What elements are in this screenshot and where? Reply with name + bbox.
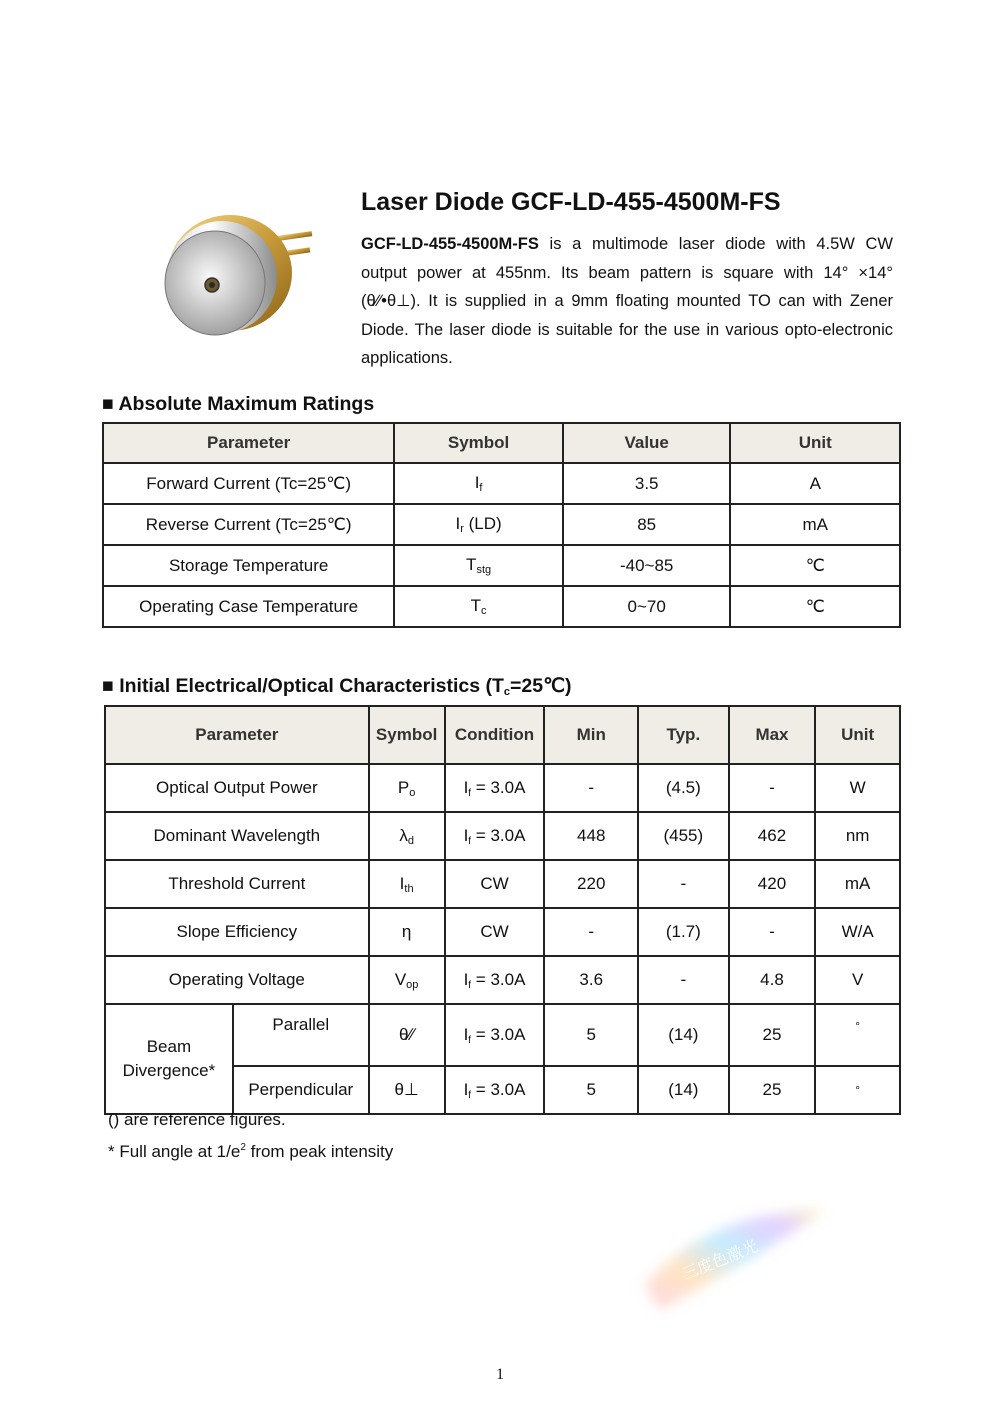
column-header: Condition — [445, 706, 545, 764]
table-row — [105, 956, 900, 1004]
full-angle-note: * Full angle at $1/e^2$ from peak intensity — [108, 1142, 394, 1161]
table-row — [103, 463, 900, 504]
table-header-row — [103, 423, 900, 463]
min-cell: 5 — [544, 1004, 638, 1066]
table-row — [105, 860, 900, 908]
min-cell: 3.6 — [544, 956, 638, 1004]
unit-cell: ° — [815, 1066, 900, 1114]
max-cell: - — [729, 908, 816, 956]
column-header: Min — [544, 706, 638, 764]
unit-cell: nm — [815, 812, 900, 860]
max-cell: - — [729, 764, 816, 812]
symbol-cell: $P_o$ — [369, 764, 445, 812]
max-cell: 25 — [729, 1004, 816, 1066]
table-row — [105, 1004, 900, 1066]
product-description — [361, 230, 893, 373]
symbol-cell: $I_{th}$ — [369, 860, 445, 908]
condition-cell: $I_f = 3.0A$ — [445, 956, 545, 1004]
unit-cell: ° — [815, 1004, 900, 1066]
symbol-cell: θ⊥ — [369, 1066, 445, 1114]
table-row — [105, 908, 900, 956]
condition-cell: $I_f = 3.0A$ — [445, 1004, 545, 1066]
table-row — [103, 504, 900, 545]
table-header-row — [105, 706, 900, 764]
symbol-cell: $T_c$ — [394, 586, 563, 627]
value-cell: 3.5 — [563, 463, 731, 504]
beam-divergence-label: Beam Divergence* — [105, 1004, 233, 1114]
section-heading-absolute-maximum-ratings: ■ Absolute Maximum Ratings — [102, 393, 375, 415]
document-title: Laser Diode GCF-LD-455-4500M-FS — [361, 188, 781, 216]
symbol-cell: $V_{op}$ — [369, 956, 445, 1004]
condition-cell: $I_f = 3.0A$ — [445, 812, 545, 860]
parameter-cell: Dominant Wavelength — [105, 812, 369, 860]
value-cell: 85 — [563, 504, 731, 545]
parameter-cell: Reverse Current (Tc=25℃) — [103, 504, 394, 545]
condition-cell: CW — [445, 908, 545, 956]
value-cell: -40~85 — [563, 545, 731, 586]
column-header: Max — [729, 706, 816, 764]
symbol-cell: $I_r$ (LD) — [394, 504, 563, 545]
min-cell: 448 — [544, 812, 638, 860]
symbol-cell: $T_{stg}$ — [394, 545, 563, 586]
column-header: Parameter — [103, 423, 394, 463]
typ-cell: (14) — [638, 1004, 729, 1066]
condition-cell: $I_f = 3.0A$ — [445, 1066, 545, 1114]
table-row — [105, 812, 900, 860]
column-header: Symbol — [394, 423, 563, 463]
parameter-cell: Operating Voltage — [105, 956, 369, 1004]
min-cell: 5 — [544, 1066, 638, 1114]
parameter-cell: Forward Current (Tc=25℃) — [103, 463, 394, 504]
typ-cell: (1.7) — [638, 908, 729, 956]
typ-cell: (4.5) — [638, 764, 729, 812]
max-cell: 4.8 — [729, 956, 816, 1004]
absolute-maximum-ratings-table — [102, 422, 901, 628]
parameter-cell: Slope Efficiency — [105, 908, 369, 956]
column-header: Symbol — [369, 706, 445, 764]
unit-cell: V — [815, 956, 900, 1004]
typ-cell: (455) — [638, 812, 729, 860]
symbol-cell: θ∕∕ — [369, 1004, 445, 1066]
symbol-cell: $\lambda_d$ — [369, 812, 445, 860]
max-cell: 25 — [729, 1066, 816, 1114]
column-header: Value — [563, 423, 731, 463]
unit-cell: A — [730, 463, 900, 504]
max-cell: 462 — [729, 812, 816, 860]
condition-cell: CW — [445, 860, 545, 908]
description-model: GCF-LD-455-4500M-FS — [361, 235, 539, 253]
unit-cell: W/A — [815, 908, 900, 956]
parameter-cell: Threshold Current — [105, 860, 369, 908]
page-number: 1 — [496, 1366, 504, 1383]
parameter-cell: Operating Case Temperature — [103, 586, 394, 627]
typ-cell: - — [638, 860, 729, 908]
symbol-cell: η — [369, 908, 445, 956]
max-cell: 420 — [729, 860, 816, 908]
sub-parameter-cell: Perpendicular — [233, 1066, 369, 1114]
column-header: Unit — [730, 423, 900, 463]
sub-parameter-cell: Parallel — [233, 1004, 369, 1066]
description-text: is a multimode laser diode with 4.5W CW output power at 455nm. Its beam pattern is square with 14° ×14° (θ∕∕•θ⊥). It is supplied in a 9mm floating mounted TO can with Zener Diode. The laser diode is suitable for the use in various opto-electronic applications. — [361, 235, 893, 367]
typ-cell: (14) — [638, 1066, 729, 1114]
table-row — [103, 586, 900, 627]
column-header: Unit — [815, 706, 900, 764]
min-cell: - — [544, 908, 638, 956]
table-row — [103, 545, 900, 586]
typ-cell: - — [638, 956, 729, 1004]
min-cell: 220 — [544, 860, 638, 908]
electrical-optical-characteristics-table — [104, 705, 901, 1115]
column-header: Typ. — [638, 706, 729, 764]
reference-figures-note: () are reference figures. — [108, 1110, 286, 1129]
laser-diode-product-image — [150, 205, 320, 345]
unit-cell: mA — [730, 504, 900, 545]
column-header: Parameter — [105, 706, 369, 764]
unit-cell: W — [815, 764, 900, 812]
watermark-text: 三度色激光 — [679, 1236, 761, 1284]
condition-cell: $I_f = 3.0A$ — [445, 764, 545, 812]
symbol-cell: $I_f$ — [394, 463, 563, 504]
rainbow-watermark-logo — [630, 1190, 840, 1320]
unit-cell: mA — [815, 860, 900, 908]
section-heading-electrical-optical-characteristics: ■ Initial Electrical/Optical Characteristics $(T_c=25℃)$ — [102, 675, 572, 698]
parameter-cell: Storage Temperature — [103, 545, 394, 586]
table-row — [105, 764, 900, 812]
value-cell: 0~70 — [563, 586, 731, 627]
min-cell: - — [544, 764, 638, 812]
unit-cell: ℃ — [730, 586, 900, 627]
parameter-cell: Optical Output Power — [105, 764, 369, 812]
unit-cell: ℃ — [730, 545, 900, 586]
